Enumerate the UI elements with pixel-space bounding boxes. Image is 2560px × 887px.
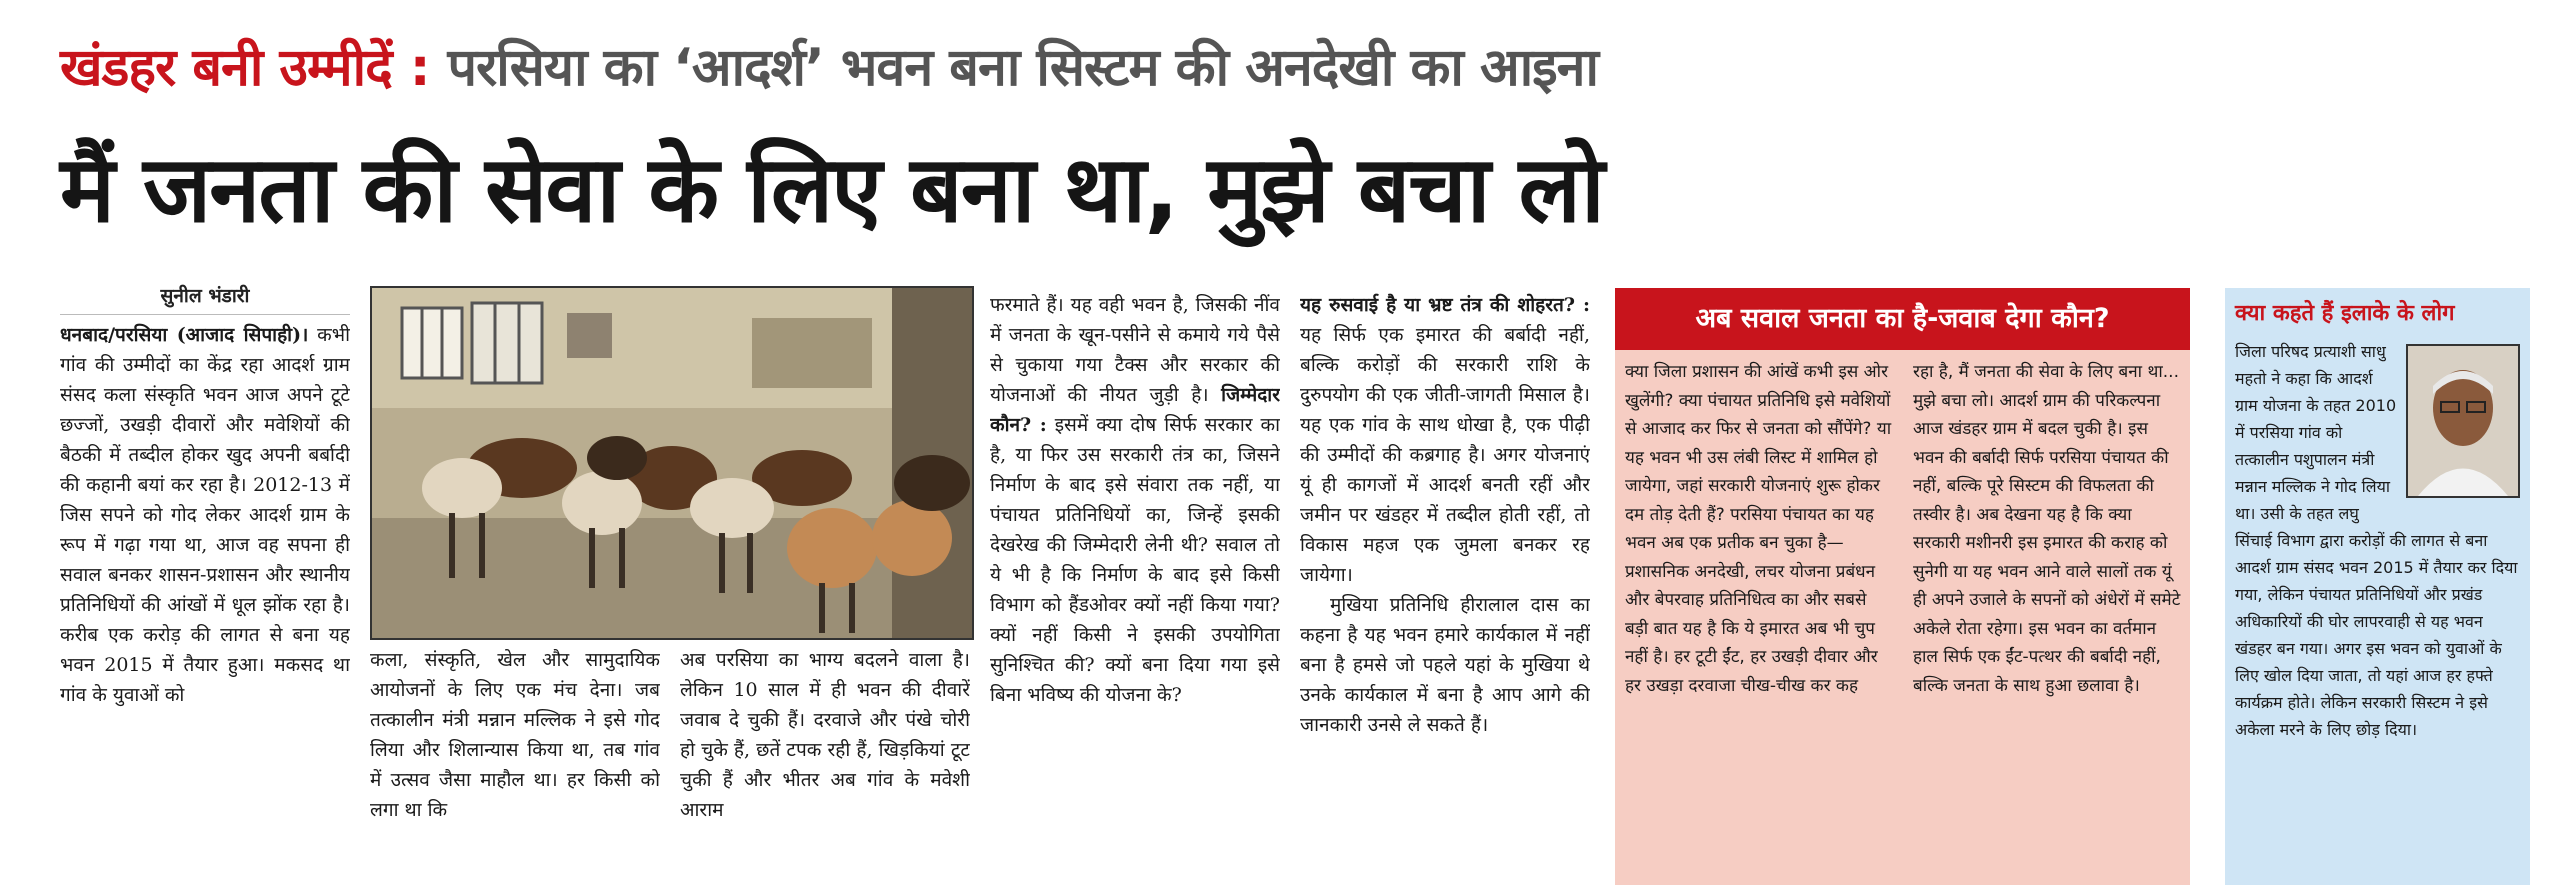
main-headline: मैं जनता की सेवा के लिए बना था, मुझे बचा लो [60, 136, 1603, 243]
article-column-1 [60, 320, 350, 880]
kicker-separator: : [409, 38, 430, 98]
locals-say-title: क्या कहते हैं इलाके के लोग [2235, 301, 2455, 326]
article-column-2 [370, 645, 660, 880]
public-question-col-b: रहा है, मैं जनता की सेवा के लिए बना था... मुझे बचा लो। आदर्श ग्राम की परिकल्पना आज खंडहर ग्राम में बदल चुकी है। इस भवन की बर्बादी सिर्फ परसिया पंचायत की नहीं, बल्कि पूरे सिस्टम की विफलता की तस्वीर है। अब देखना यह है कि क्या सरकारी मशीनरी इस इमारत की कराह को सुनेगी या यह भवन आने वाले सालों तक यूं ही अपने उजाले के सपनों को अंधेरों में समेटे अकेले रोता रहेगा। इस भवन का वर्तमान हाल सिर्फ एक ईंट-पत्थर की बर्बादी नहीं, बल्कि जनता के साथ हुआ छलावा है। [1913, 362, 2181, 696]
cattle-photo-image [372, 288, 972, 638]
kicker-gray: परसिया का ‘आदर्श’ भवन बना सिस्टम की अनदेखी का आइना [447, 38, 1599, 98]
public-question-box [1615, 288, 2190, 885]
public-question-col-a: क्या जिला प्रशासन की आंखें कभी इस ओर खुलेंगी? क्या पंचायत प्रतिनिधि इसे मवेशियों से आजाद कर फिर से जनता को सौंपेंगे? या यह भवन भी उस लंबी लिस्ट में शामिल हो जायेगा, जहां सरकारी योजनाएं शुरू होकर दम तोड़ देती हैं? परसिया पंचायत का यह भवन अब एक प्रतीक बन चुका है—प्रशासनिक अनदेखी, लचर योजना प्रबंधन और बेपरवाह प्रतिनिधित्व का और सबसे बड़ी बात यह है कि ये इमारत अब भी चुप नहीं है। हर टूटी ईंट, हर उखड़ी दीवार और हर उखड़ा दरवाजा चीख-चीख कर कह [1625, 362, 1892, 696]
col5-subhead: यह रुसवाई है या भ्रष्ट तंत्र की शोहरत? : [1300, 294, 1590, 316]
col4-text-b: इसमें क्या दोष सिर्फ सरकार का है, या फिर उस सरकारी तंत्र का, जिसने निर्माण के बाद इसे संवारा तक नहीं, या पंचायत प्रतिनिधियों का, जिन्हें इसकी देखरेख की जिम्मेदारी लेनी थी? सवाल तो ये भी है कि निर्माण के बाद इसे किसी विभाग को हैंडओवर क्यों नहीं किया गया? क्यों नहीं किसी ने इसकी उपयोगिता सुनिश्चित की? क्यों बना दिया गया इसे बिना भविष्य की योजना के? [990, 414, 1280, 706]
article-column-4 [990, 290, 1280, 880]
locals-say-body [2235, 338, 2520, 743]
byline-divider [60, 314, 350, 315]
cattle-photo [370, 286, 974, 640]
portrait-photo [2406, 344, 2520, 498]
kicker-headline [60, 18, 2520, 118]
col5-text-b: मुखिया प्रतिनिधि हीरालाल दास का कहना है यह भवन हमारे कार्यकाल में नहीं बना है हमसे जो पहले यहां के मुखिया थे उनके कार्यकाल में बना है आप आगे की जानकारी उनसे ले सकते हैं। [1300, 594, 1590, 736]
col1-text: कभी गांव की उम्मीदों का केंद्र रहा आदर्श ग्राम संसद कला संस्कृति भवन आज अपने टूटे छज्जों, उखड़ी दीवारों और मवेशियों की बैठकी में तब्दील होकर खुद अपनी बर्बादी की कहानी बयां कर रहा है। 2012-13 में जिस सपने को गोद लेकर आदर्श ग्राम के रूप में गढ़ा गया था, आज वह सपना ही सवाल बनकर शासन-प्रशासन और स्थानीय प्रतिनिधियों की आंखों में धूल झोंक रहा है। करीब एक करोड़ की लागत से बना यह भवन 2015 में तैयार हुआ। मकसद था गांव के युवाओं को [60, 324, 350, 706]
dateline: धनबाद/परसिया (आजाद सिपाही)। [60, 324, 309, 346]
article-column-3 [680, 645, 970, 880]
article-column-5 [1300, 290, 1590, 880]
locals-say-box [2225, 288, 2530, 885]
byline: सुनील भंडारी [160, 285, 250, 307]
kicker-red: खंडहर बनी उम्मीदें [60, 38, 392, 98]
col4-subhead: जिम्मेदार कौन? : [990, 384, 1280, 436]
col2-text: कला, संस्कृति, खेल और सामुदायिक आयोजनों के लिए एक मंच देना। जब तत्कालीन मंत्री मन्नान मल्लिक ने इसे गोद लिया और शिलान्यास किया था, तब गांव में उत्सव जैसा माहौल था। हर किसी को लगा था कि [370, 649, 660, 821]
locals-say-text: जिला परिषद प्रत्याशी साधु महतो ने कहा कि आदर्श ग्राम योजना के तहत 2010 में परसिया गांव को तत्कालीन पशुपालन मंत्री मन्नान मल्लिक ने गोद लिया था। उसी के तहत लघु सिंचाई विभाग द्वारा करोड़ों की लागत से बना आदर्श ग्राम संसद भवन 2015 में तैयार कर दिया गया, लेकिन पंचायत प्रतिनिधियों और प्रखंड अधिकारियों की घोर लापरवाही से यह भवन खंडहर बन गया। अगर इस भवन को युवाओं के लिए खोल दिया जाता, तो यहां आज हर हफ्ते कार्यक्रम होते। लेकिन सरकारी सिस्टम ने इसे अकेला मरने के लिए छोड़ दिया। [2235, 342, 2518, 739]
public-question-title: अब सवाल जनता का है-जवाब देगा कौन? [1615, 288, 2190, 350]
portrait-image [2408, 346, 2518, 496]
col3-text: अब परसिया का भाग्य बदलने वाला है। लेकिन 10 साल में ही भवन की दीवारें जवाब दे चुकी हैं। दरवाजे और पंखे चोरी हो चुके हैं, छतें टपक रही हैं, खिड़कियां टूट चुकी हैं और भीतर अब गांव के मवेशी आराम [680, 649, 970, 821]
col4-text-a: फरमाते हैं। यह वही भवन है, जिसकी नींव में जनता के खून-पसीने से कमाये गये पैसे से चुकाया गया टैक्स और सरकार की योजनाओं की नीयत जुड़ी है। [990, 294, 1280, 406]
col5-text-a: यह सिर्फ एक इमारत की बर्बादी नहीं, बल्कि करोड़ों की सरकारी राशि के दुरुपयोग की एक जीती-जागती मिसाल है। यह एक गांव के साथ धोखा है, एक पीढ़ी की उम्मीदों की कब्रगाह है। अगर योजनाएं यूं ही कागजों में आदर्श बनती रहीं और जमीन पर खंडहर में तब्दील होती रहीं, तो विकास महज एक जुमला बनकर रह जायेगा। [1300, 324, 1590, 586]
